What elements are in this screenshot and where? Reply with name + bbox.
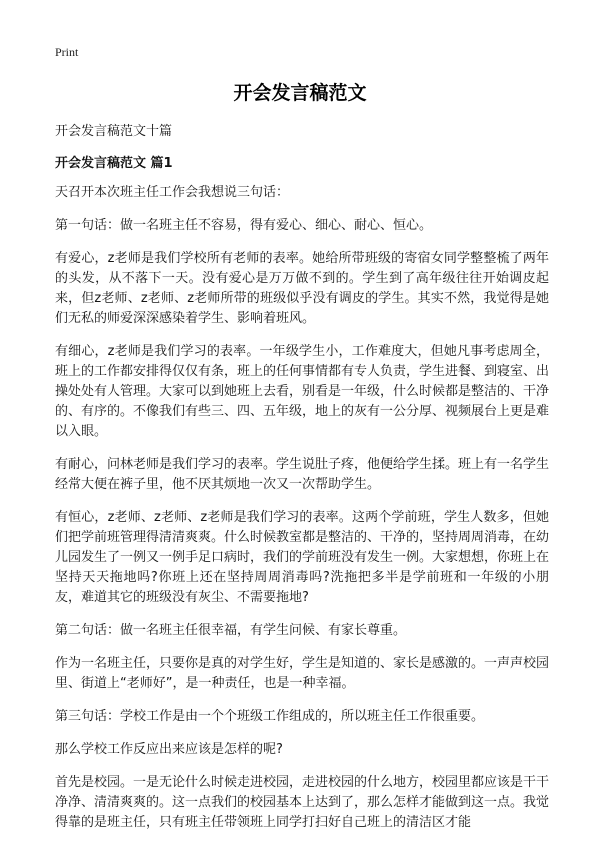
document-body	[55, 183, 549, 846]
paragraph: 第二句话：做一名班主任很幸福，有学生问候、有家长尊重。	[55, 623, 407, 638]
paragraph: 有细心，z老师是我们学习的表率。一年级学生小，工作难度大，但她凡事考虑周全，班上的工作都安排得仅仅有条，班上的任何事情都有专人负责，学生进餐、到寝室、出操处处有人管理。大家可以到她班上去看，别看是一年级，什么时候都是整洁的、干净的、有序的。不像我们有些三、四、五年级，地上的灰有一公分厚、视频展台上更是难以入眼。	[55, 344, 550, 439]
section-heading: 开会发言稿范文 篇1	[55, 156, 173, 171]
document-subtitle: 开会发言稿范文十篇	[55, 124, 173, 139]
paragraph: 有耐心，问林老师是我们学习的表率。学生说肚子疼，他便给学生揉。班上有一名学生经常大便在裤子里，他不厌其烦地一次又一次帮助学生。	[55, 457, 550, 492]
document-title: 开会发言稿范文	[233, 82, 367, 104]
paragraph: 有恒心，z老师、z老师、z老师是我们学习的表率。这两个学前班，学生人数多，但她们把学前班管理得清清爽爽。什么时候教室都是整洁的、干净的，坚持周周消毒，在幼儿园发生了一例又一例手足口病时，我们的学前班没有发生一例。大家想想，你班上在坚持天天拖地吗?你班上还在坚持周周消毒吗?洗拖把多半是学前班和一年级的小朋友，难道其它的班级没有灰尘、不需要拖地?	[55, 510, 550, 605]
paragraph: 有爱心，z老师是我们学校所有老师的表率。她给所带班级的寄宿女同学整整梳了两年的头发，从不落下一天。没有爱心是万万做不到的。学生到了高年级往往开始调皮起来，但z老师、z老师、z老师所带的班级似乎没有调皮的学生。其实不然，我觉得是她们无私的师爱深深感染着学生、影响着班风。	[55, 251, 549, 326]
paragraph: 作为一名班主任，只要你是真的对学生好，学生是知道的、家长是感激的。一声声校园里、街道上“老师好”，是一种责任，也是一种幸福。	[55, 656, 550, 691]
paragraph: 首先是校园。一是无论什么时候走进校园，走进校园的什么地方，校园里都应该是干干净净、清清爽爽的。这一点我们的校园基本上达到了，那么怎样才能做到这一点。我觉得靠的是班主任，只有班主任带领班上同学打扫好自己班上的清洁区才能	[55, 775, 550, 830]
paragraph: 第一句话：做一名班主任不容易，得有爱心、细心、耐心、恒心。	[55, 218, 433, 233]
paragraph: 第三句话：学校工作是由一个个班级工作组成的，所以班主任工作很重要。	[55, 709, 485, 724]
paragraph: 那么学校工作反应出来应该是怎样的呢?	[55, 742, 283, 757]
paragraph: 天召开本次班主任工作会我想说三句话：	[55, 185, 290, 200]
print-label[interactable]: Print	[55, 45, 79, 59]
